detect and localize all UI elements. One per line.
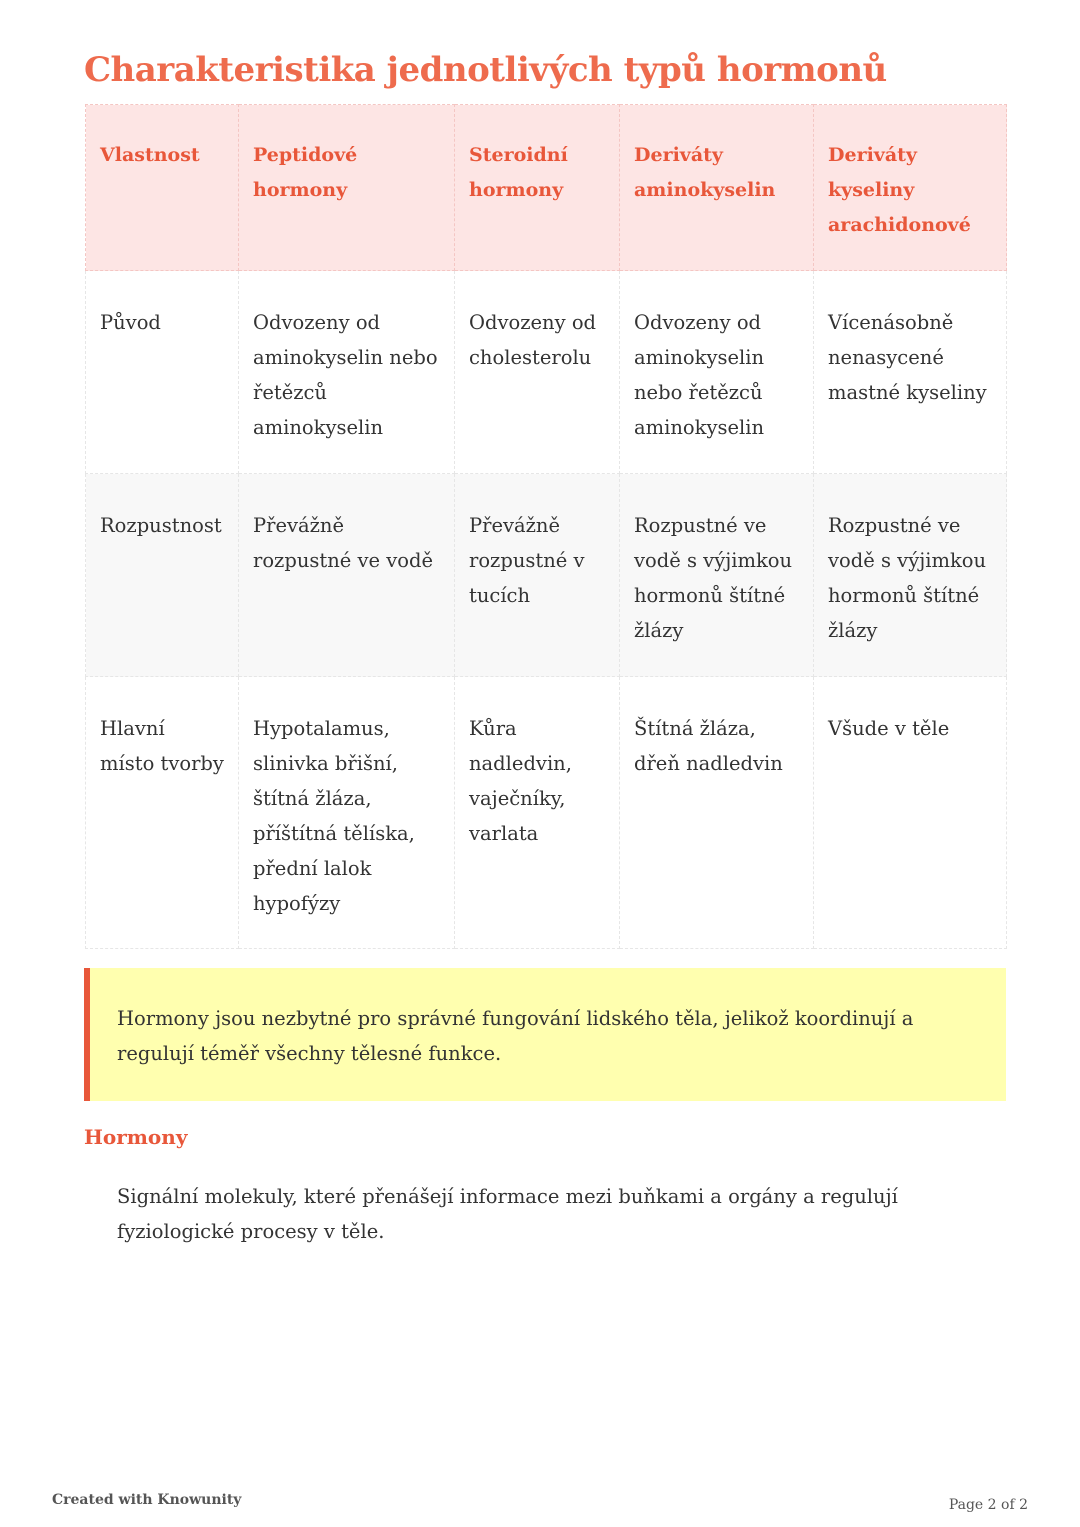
table-cell: Původ: [86, 271, 239, 474]
table-row: [86, 271, 1007, 474]
table-cell: Všude v těle: [814, 677, 1007, 949]
table-cell: Hlavní místo tvorby: [86, 677, 239, 949]
table-header-row: [86, 105, 1007, 271]
table-cell: Převážně rozpustné v tucích: [455, 474, 620, 677]
table-cell: Odvozeny od cholesterolu: [455, 271, 620, 474]
page-title: Charakteristika jednotlivých typů hormonů: [84, 50, 887, 90]
table-row: [86, 474, 1007, 677]
header-cell: Vlastnost: [86, 105, 239, 271]
table-cell: Odvozeny od aminokyselin nebo řetězců aminokyselin: [620, 271, 814, 474]
hormone-types-table: [85, 104, 1007, 949]
table-row: [86, 677, 1007, 949]
section-body: Signální molekuly, které přenášejí informace mezi buňkami a orgány a regulují fyziologické procesy v těle.: [117, 1185, 898, 1243]
table-cell: Kůra nadledvin, vaječníky, varlata: [455, 677, 620, 949]
header-cell: Deriváty kyseliny arachidonové: [814, 105, 1007, 271]
table-cell: Vícenásobně nenasycené mastné kyseliny: [814, 271, 1007, 474]
table-cell: Hypotalamus, slinivka břišní, štítná žláza, příštítná tělíska, přední lalok hypofýzy: [239, 677, 455, 949]
table-cell: Převážně rozpustné ve vodě: [239, 474, 455, 677]
header-cell: Deriváty aminokyselin: [620, 105, 814, 271]
page-number: Page 2 of 2: [948, 1497, 1028, 1513]
table-cell: Štítná žláza, dřeň nadledvin: [620, 677, 814, 949]
table-cell: Rozpustné ve vodě s výjimkou hormonů štítné žlázy: [814, 474, 1007, 677]
callout-note: Hormony jsou nezbytné pro správné fungování lidského těla, jelikož koordinují a regulují téměř všechny tělesné funkce.: [84, 968, 1006, 1101]
footer-credit: Created with Knowunity: [52, 1492, 242, 1508]
header-cell: Steroidní hormony: [455, 105, 620, 271]
table-cell: Rozpustné ve vodě s výjimkou hormonů štítné žlázy: [620, 474, 814, 677]
table-cell: Odvozeny od aminokyselin nebo řetězců aminokyselin: [239, 271, 455, 474]
section-heading: Hormony: [84, 1125, 188, 1149]
header-cell: Peptidové hormony: [239, 105, 455, 271]
table-cell: Rozpustnost: [86, 474, 239, 677]
